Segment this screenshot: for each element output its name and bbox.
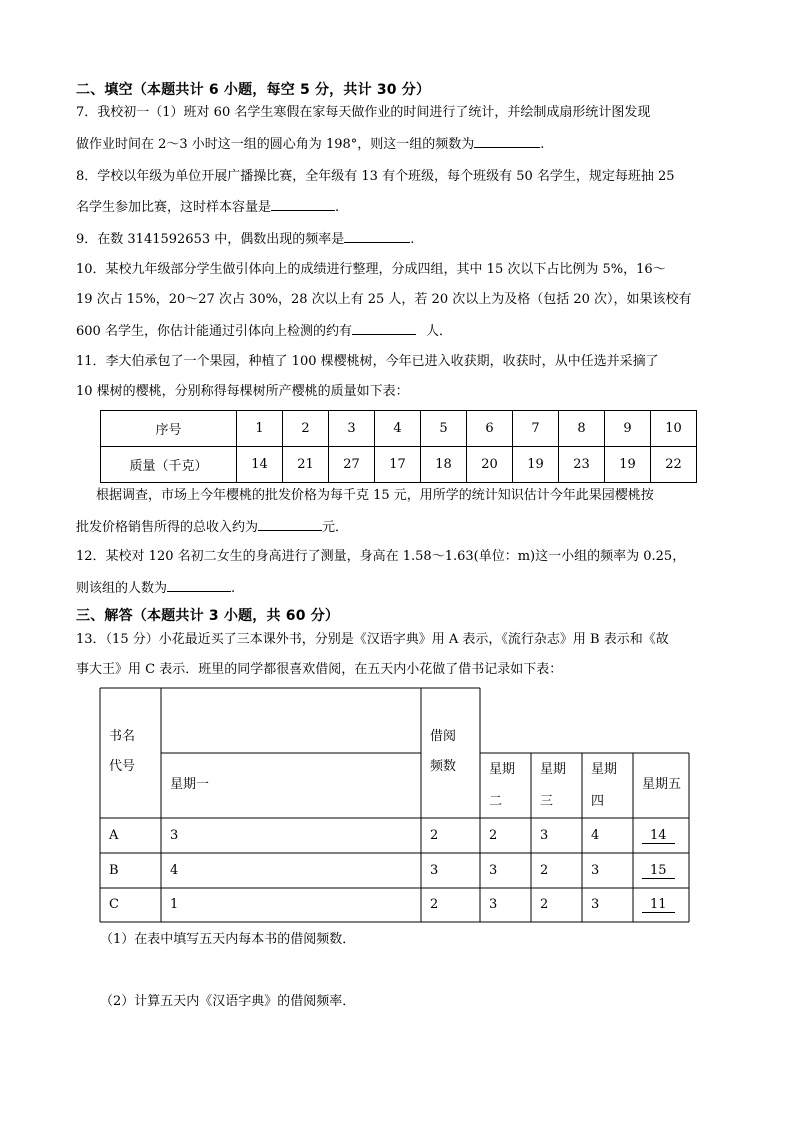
table-cell: 21 bbox=[283, 447, 329, 483]
row-b-frequency: 3 bbox=[430, 863, 439, 878]
header-wednesday-1: 星期 bbox=[540, 762, 567, 777]
header-monday: 星期一 bbox=[170, 777, 210, 792]
q11-after-line1: 根据调查，市场上今年樱桃的批发价格为每千克 15 元，用所学的统计知识估计今年此果园樱桃按 bbox=[96, 488, 654, 503]
q10-line2: 19 次占 15%，20～27 次占 30%，28 次以上有 25 人，若 20 次以上为及格（包括 20 次），如果该校有 bbox=[76, 292, 692, 307]
q11-line2: 10 棵树的樱桃，分别称得每棵树所产樱桃的质量如下表： bbox=[76, 384, 409, 399]
header-tuesday-2: 二 bbox=[489, 794, 503, 809]
row-b-thursday: 3 bbox=[591, 863, 600, 878]
row-a-code: A bbox=[109, 828, 119, 843]
q8-line2: 名学生参加比赛，这时样本容量是 . bbox=[76, 197, 339, 217]
header-wednesday-2: 三 bbox=[540, 794, 554, 809]
row-c-frequency: 2 bbox=[430, 897, 439, 912]
header-code: 代号 bbox=[109, 759, 136, 774]
q13-sub1: （1）在表中填写五天内每本书的借阅频数． bbox=[100, 932, 356, 947]
table-cell: 7 bbox=[513, 411, 559, 447]
row-b-code: B bbox=[109, 863, 119, 878]
row-c-monday: 1 bbox=[170, 897, 179, 912]
q12-line2: 则该组的人数为 . bbox=[76, 578, 235, 598]
q7-line1: 7．我校初一（1）班对 60 名学生寒假在家每天做作业的时间进行了统计，并绘制成扇形统计图发现 bbox=[76, 105, 651, 120]
table-cell: 6 bbox=[467, 411, 513, 447]
row-c-wednesday: 2 bbox=[540, 897, 549, 912]
q10-line1: 10．某校九年级部分学生做引体向上的成绩进行整理，分成四组，其中 15 次以下占比例为 5%，16～ bbox=[76, 262, 666, 277]
table-cell: 23 bbox=[559, 447, 605, 483]
header-thursday-1: 星期 bbox=[591, 762, 618, 777]
q8-line1: 8．学校以年级为单位开展广播操比赛，全年级有 13 有个班级，每个班级有 50 名学生，规定每班抽 25 bbox=[76, 169, 675, 184]
table-cell: 2 bbox=[283, 411, 329, 447]
row-c-thursday: 3 bbox=[591, 897, 600, 912]
q10-line3: 600 名学生，你估计能通过引体向上检测的约有 人． bbox=[76, 321, 452, 341]
q13-line1: 13．（15 分）小花最近买了三本课外书，分别是《汉语字典》用 A 表示，《流行杂志》用 B 表示和《故 bbox=[76, 632, 669, 647]
row-b-tuesday: 3 bbox=[489, 863, 498, 878]
row-b-wednesday: 2 bbox=[540, 863, 549, 878]
q13-sub2: （2）计算五天内《汉语字典》的借阅频率． bbox=[100, 994, 356, 1009]
table-cell: 10 bbox=[651, 411, 697, 447]
row-a-frequency: 2 bbox=[430, 828, 439, 843]
q7-line2: 做作业时间在 2～3 小时这一组的圆心角为 198°，则这一组的频数为 . bbox=[76, 134, 544, 154]
row-a-thursday: 4 bbox=[591, 828, 600, 843]
table-cell: 19 bbox=[605, 447, 651, 483]
header-frequency-2: 频数 bbox=[430, 759, 457, 774]
row-b-monday: 4 bbox=[170, 863, 179, 878]
table-cell: 3 bbox=[329, 411, 375, 447]
q11-after-line2: 批发价格销售所得的总收入约为 元． bbox=[76, 517, 348, 537]
table-cell: 22 bbox=[651, 447, 697, 483]
row-a-tuesday: 2 bbox=[489, 828, 498, 843]
header-tuesday-1: 星期 bbox=[489, 762, 516, 777]
table-cell: 8 bbox=[559, 411, 605, 447]
row-label: 序号 bbox=[101, 411, 237, 447]
section-2-title: 二、填空（本题共计 6 小题，每空 5 分，共计 30 分） bbox=[76, 82, 431, 98]
q12-line1: 12．某校对 120 名初二女生的身高进行了测量，身高在 1.58～1.63(单位：m)这一小组的频率为 0.25， bbox=[76, 549, 686, 564]
row-b-friday: 15 bbox=[642, 862, 675, 880]
row-c-friday: 11 bbox=[642, 896, 675, 914]
table-cell: 19 bbox=[513, 447, 559, 483]
table-cell: 17 bbox=[375, 447, 421, 483]
table-cell: 20 bbox=[467, 447, 513, 483]
row-a-wednesday: 3 bbox=[540, 828, 549, 843]
header-book-name: 书名 bbox=[109, 729, 136, 744]
table-cell: 14 bbox=[237, 447, 283, 483]
table-cell: 1 bbox=[237, 411, 283, 447]
q9-line: 9．在数 3141592653 中，偶数出现的频率是 . bbox=[76, 229, 414, 249]
table-cell: 5 bbox=[421, 411, 467, 447]
section-3-title: 三、解答（本题共计 3 小题，共 60 分） bbox=[76, 608, 340, 624]
table-cell: 4 bbox=[375, 411, 421, 447]
table-cell: 9 bbox=[605, 411, 651, 447]
header-thursday-2: 四 bbox=[591, 794, 605, 809]
row-label: 质量（千克） bbox=[101, 447, 237, 483]
q11-line1: 11．李大伯承包了一个果园，种植了 100 棵樱桃树，今年已进入收获期，收获时，从中任选并采摘了 bbox=[76, 354, 659, 369]
row-a-monday: 3 bbox=[170, 828, 179, 843]
header-frequency-1: 借阅 bbox=[430, 729, 457, 744]
row-c-tuesday: 3 bbox=[489, 897, 498, 912]
table-cell: 27 bbox=[329, 447, 375, 483]
q13-line2: 事大王》用 C 表示．班里的同学都很喜欢借阅，在五天内小花做了借书记录如下表： bbox=[76, 662, 563, 677]
header-friday: 星期五 bbox=[642, 777, 682, 792]
table-cell: 18 bbox=[421, 447, 467, 483]
row-c-code: C bbox=[109, 897, 119, 912]
row-a-friday: 14 bbox=[642, 827, 675, 845]
